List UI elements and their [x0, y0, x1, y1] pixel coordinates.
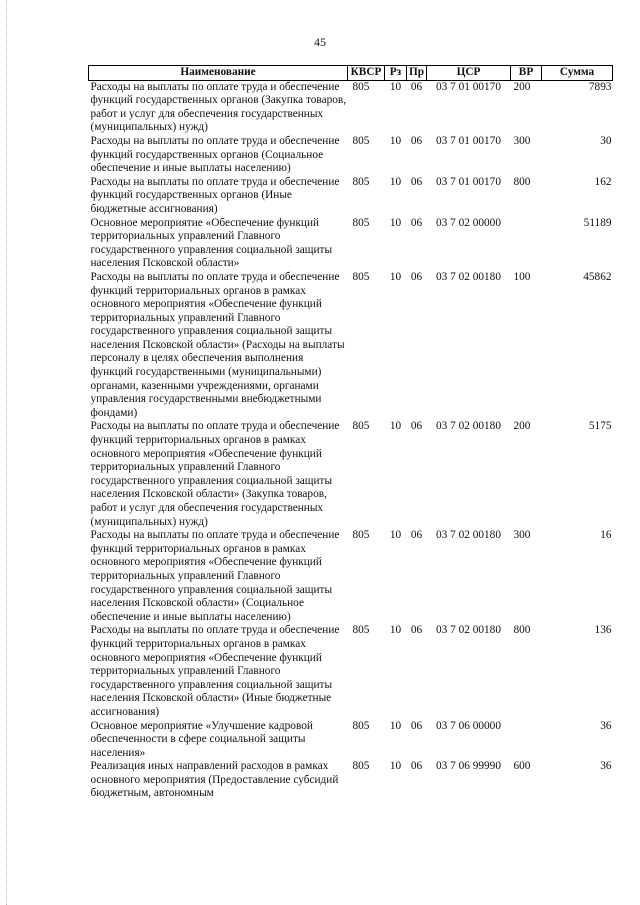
row-name: Расходы на выплаты по оплате труда и обеспечение функций государственных органов (Социальное обеспечение и иные выплаты населению): [90, 134, 340, 175]
row-sum: 36: [600, 760, 612, 773]
row-rz: 10: [389, 760, 402, 773]
table-row: [89, 420, 613, 529]
row-vr: 300: [513, 529, 531, 542]
row-sum: 45862: [583, 270, 612, 283]
row-sum: 30: [600, 134, 612, 147]
row-kvsr: 805: [352, 420, 370, 433]
row-rz: 10: [389, 719, 402, 732]
row-name: Реализация иных направлений расходов в рамках основного мероприятия (Предоставление субсидий бюджетным, автономным: [90, 760, 339, 800]
table-row: [89, 176, 613, 217]
row-kvsr: 805: [352, 134, 370, 147]
row-vr: [511, 217, 542, 271]
row-csr: 03 7 01 00170: [436, 80, 501, 93]
row-rz: 10: [389, 134, 402, 147]
row-kvsr: 805: [352, 216, 370, 229]
row-sum: 162: [594, 175, 612, 188]
row-name: Расходы на выплаты по оплате труда и обеспечение функций территориальных органов в рамках основного мероприятия «Обеспечение функций территориальных управлений Главного государственного управления социальной защиты населения Псковской области» (Иные бюджетные ассигнования): [90, 624, 340, 718]
row-pr: 06: [410, 624, 423, 637]
row-pr: 06: [410, 134, 423, 147]
row-pr: 06: [410, 420, 423, 433]
row-kvsr: 805: [352, 270, 370, 283]
row-name: Основное мероприятие «Улучшение кадровой обеспеченности в сфере социальной защиты населения»: [90, 719, 313, 759]
row-kvsr: 805: [352, 760, 370, 773]
row-vr: 300: [513, 134, 531, 147]
row-rz: 10: [389, 270, 402, 283]
row-name: Расходы на выплаты по оплате труда и обеспечение функций государственных органов (Иные бюджетные ассигнования): [90, 175, 340, 215]
row-pr: 06: [410, 175, 423, 188]
row-kvsr: 805: [352, 175, 370, 188]
row-csr: 03 7 02 00180: [436, 624, 501, 637]
row-kvsr: 805: [352, 624, 370, 637]
row-pr: 06: [410, 270, 423, 283]
row-csr: 03 7 06 00000: [436, 719, 501, 732]
row-sum: 7893: [588, 80, 612, 93]
table-row: [89, 271, 613, 421]
row-vr: 200: [513, 80, 531, 93]
row-pr: 06: [410, 760, 423, 773]
scan-edge: [6, 0, 7, 905]
row-csr: 03 7 01 00170: [436, 134, 501, 147]
header-kvsr: КВСР: [348, 66, 385, 81]
row-rz: 10: [389, 175, 402, 188]
row-rz: 10: [389, 529, 402, 542]
table-row: [89, 217, 613, 271]
row-vr: 200: [513, 420, 531, 433]
row-name: Расходы на выплаты по оплате труда и обеспечение функций территориальных органов в рамках основного мероприятия «Обеспечение функций территориальных управлений Главного государственного управления социальной защиты населения Псковской области» (Закупка товаров, работ и услуг для обеспечения государственных (муниципальных) нужд): [90, 420, 340, 528]
row-pr: 06: [410, 529, 423, 542]
budget-table: [88, 65, 613, 801]
row-rz: 10: [389, 420, 402, 433]
header-sum: Сумма: [542, 66, 613, 81]
row-vr: 100: [513, 270, 531, 283]
row-pr: 06: [410, 216, 423, 229]
row-pr: 06: [410, 719, 423, 732]
row-rz: 10: [389, 216, 402, 229]
table-row: [89, 720, 613, 761]
row-pr: 06: [410, 80, 423, 93]
table-row: [89, 529, 613, 624]
row-vr: 800: [513, 175, 531, 188]
row-csr: 03 7 01 00170: [436, 175, 501, 188]
row-sum: 5175: [588, 420, 612, 433]
row-csr: 03 7 02 00180: [436, 270, 501, 283]
header-name: Наименование: [89, 66, 348, 81]
row-vr: 600: [513, 760, 531, 773]
row-name: Расходы на выплаты по оплате труда и обеспечение функций территориальных органов в рамках основного мероприятия «Обеспечение функций территориальных управлений Главного государственного управления социальной защиты населения Псковской области» (Социальное обеспечение и иные выплаты населению): [90, 529, 340, 623]
row-kvsr: 805: [352, 80, 370, 93]
row-name: Расходы на выплаты по оплате труда и обеспечение функций государственных органов (Закупка товаров, работ и услуг для обеспечения государственных (муниципальных) нужд): [90, 80, 347, 134]
table-row: [89, 80, 613, 135]
row-csr: 03 7 02 00000: [436, 216, 501, 229]
row-sum: 16: [600, 529, 612, 542]
row-name: Основное мероприятие «Обеспечение функций территориальных управлений Главного государственного управления социальной защиты населения Псковской области»: [90, 216, 333, 270]
table-row: [89, 624, 613, 719]
header-csr: ЦСР: [427, 66, 511, 81]
row-csr: 03 7 02 00180: [436, 420, 501, 433]
row-sum: 51189: [583, 216, 612, 229]
header-vr: ВР: [511, 66, 542, 81]
header-pr: Пр: [407, 66, 427, 81]
table-row: [89, 760, 613, 801]
row-kvsr: 805: [352, 719, 370, 732]
page-number: 45: [314, 35, 326, 49]
row-csr: 03 7 02 00180: [436, 529, 501, 542]
row-rz: 10: [389, 624, 402, 637]
row-kvsr: 805: [352, 529, 370, 542]
row-rz: 10: [389, 80, 402, 93]
table-row: [89, 135, 613, 176]
row-sum: 136: [594, 624, 612, 637]
row-vr: [511, 720, 542, 761]
row-sum: 36: [600, 719, 612, 732]
row-csr: 03 7 06 99990: [436, 760, 501, 773]
table-header-row: [89, 66, 613, 81]
header-rz: Рз: [385, 66, 407, 81]
row-vr: 800: [513, 624, 531, 637]
row-name: Расходы на выплаты по оплате труда и обеспечение функций территориальных органов в рамках основного мероприятия «Обеспечение функций территориальных управлений Главного государственного управления социальной защиты населения Псковской области» (Расходы на выплаты персоналу в целях обеспечения выполнения функций государственными (муниципальными) органами, казенными учреждениями, органами управления государственными внебюджетными фондами): [90, 270, 345, 419]
